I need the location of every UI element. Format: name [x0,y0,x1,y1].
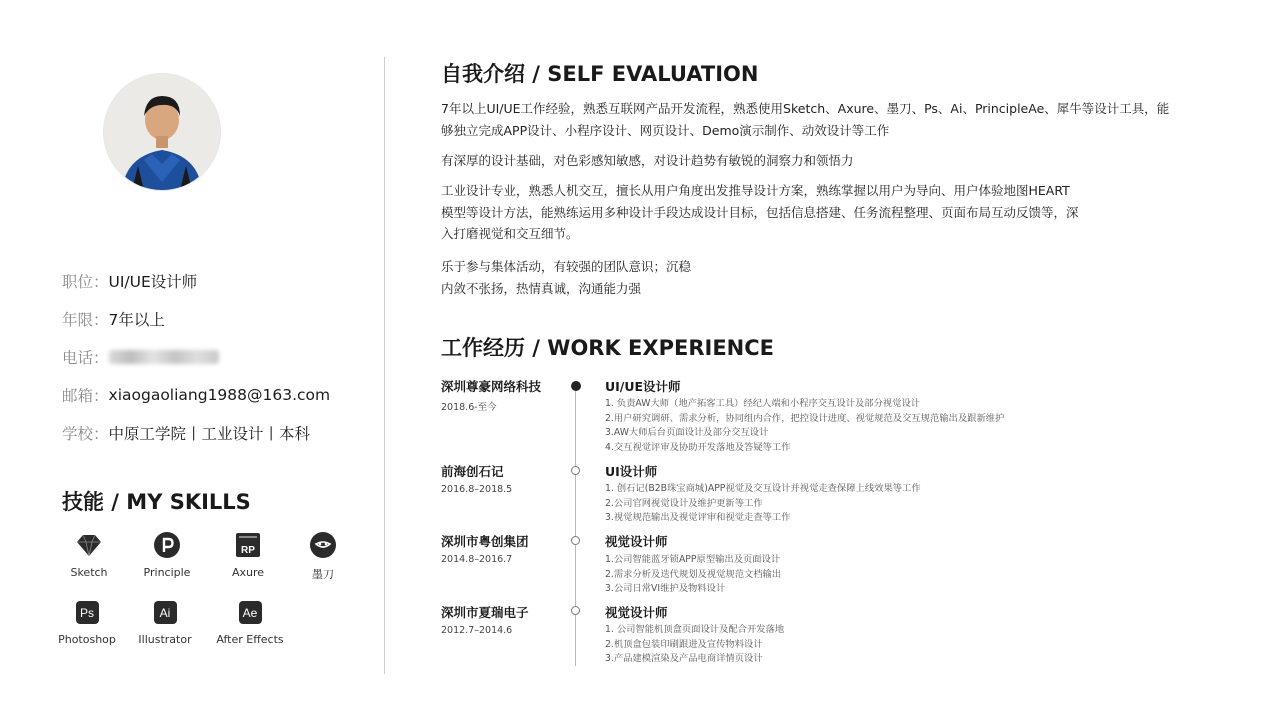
company-name: 深圳尊豪网络科技 [441,379,542,394]
skill-principle [132,531,202,579]
duty-item: 3.视觉规范输出及视觉评审和视觉走查等工作 [605,512,791,524]
position-row [62,270,197,292]
timeline-dot [571,536,580,545]
photoshop-icon: Ps [76,601,99,624]
years-row [62,308,165,330]
school-label: 学校： [62,425,109,443]
job-role: UI设计师 [605,464,658,479]
email-label: 邮箱： [62,387,109,405]
duty-item: 2.公司官网视觉设计及维护更新等工作 [605,497,763,509]
duty-item: 4.交互视觉评审及协助开发落地及答疑等工作 [605,442,791,454]
skill-label: Sketch [70,566,108,579]
skill-photoshop [52,599,122,646]
skill-sketch [54,531,124,579]
employment-period: 2014.8–2016.7 [441,554,513,565]
skill-illustrator [130,599,200,646]
after-effects-icon: Ae [239,601,262,624]
job-duties [605,397,1004,456]
skill-after-effects [215,599,285,646]
company-name: 深圳市粤创集团 [441,534,529,549]
duty-item: 1. 负责AW大师（地产拓客工具）经纪人端和小程序交互设计及部分视觉设计 [605,398,921,409]
skill-label: Illustrator [138,633,192,646]
email-value: xiaogaoliang1988@163.com [108,386,331,404]
job-duties [605,623,784,667]
duty-item: 3.产品建模渲染及产品电商详情页设计 [605,653,763,665]
principle-icon [153,531,181,559]
employment-period: 2018.6-至今 [441,402,497,413]
years-value: 7年以上 [108,311,165,329]
skill-label: Principle [143,566,191,579]
avatar-photo [104,74,220,190]
axure-icon [234,531,262,559]
timeline-line [575,385,576,666]
duty-item: 2.需求分析及迭代规划及视觉规范文档输出 [605,568,782,580]
svg-text:RP: RP [241,545,255,556]
skill-label: Photoshop [58,633,116,646]
employment-period: 2012.7–2014.6 [441,625,513,636]
phone-row [62,346,219,368]
duty-item: 2.用户研究调研、需求分析，协同组内合作，把控设计进度、视觉规范及交互规范输出及跟新维护 [605,412,1005,424]
duty-item: 3.公司日常VI维护及物料设计 [605,583,726,595]
company-name: 前海创石记 [441,464,504,479]
sketch-icon [75,531,103,559]
column-divider [384,57,385,674]
company-name: 深圳市夏瑞电子 [441,605,529,620]
job-role: 视觉设计师 [605,605,668,620]
email-row [62,384,330,406]
skill-modao [288,531,358,582]
self-evaluation-title: 自我介绍 / SELF EVALUATION [441,62,759,86]
self-eval-paragraph-3: 工业设计专业，熟悉人机交互，擅长从用户角度出发推导设计方案，熟练掌握以用户为导向、用户体验地图HEART模型等设计方法，能熟练运用多种设计手段达成设计目标，包括信息搭建、任务流程整理、页面布局互动反馈等，深入打磨视觉和交互细节。 [441,183,1079,241]
illustrator-icon: Ai [154,601,177,624]
skill-axure [213,531,283,579]
self-eval-paragraph-4: 乐于参与集体活动，有较强的团队意识；沉稳内敛不张扬，热情真诚，沟通能力强 [441,259,692,296]
job-duties [605,553,781,597]
school-row [62,422,310,444]
duty-item: 1.公司智能蓝牙锁APP原型输出及页面设计 [605,554,781,565]
phone-label: 电话： [62,349,109,367]
modao-icon [309,531,337,559]
job-duties [605,482,921,526]
self-eval-paragraph-1: 7年以上UI/UE工作经验，熟悉互联网产品开发流程，熟悉使用Sketch、Axure、墨刀、Ps、Ai、PrincipleAe、犀牛等设计工具，能够独立完成APP设计、小程序设计、网页设计、Demo演示制作、动效设计等工作 [441,101,1170,138]
duty-item: 1. 公司智能机顶盒页面设计及配合开发落地 [605,624,785,635]
timeline-dot [571,606,580,615]
position-label: 职位： [62,273,109,291]
duty-item: 1. 创石记(B2B珠宝商城)APP视觉及交互设计并视觉走查保障上线效果等工作 [605,483,921,494]
duty-item: 3.AW大师后台页面设计及部分交互设计 [605,427,769,439]
timeline-dot-current [571,381,581,391]
skills-title: 技能 / MY SKILLS [62,490,251,514]
phone-value-redacted [109,350,219,364]
timeline-dot [571,466,580,475]
profile-column [0,0,384,720]
avatar [104,74,220,190]
skill-label: After Effects [216,633,284,646]
employment-period: 2016.8–2018.5 [441,484,513,495]
years-label: 年限： [62,311,109,329]
duty-item: 2.机顶盒包装印刷跟进及宣传物料设计 [605,638,763,650]
school-value: 中原工学院丨工业设计丨本科 [108,425,311,443]
work-experience-title: 工作经历 / WORK EXPERIENCE [441,336,774,360]
skill-label: Axure [231,566,265,579]
job-role: UI/UE设计师 [605,379,681,394]
position-value: UI/UE设计师 [108,273,198,291]
skill-label: 墨刀 [312,568,334,581]
job-role: 视觉设计师 [605,534,668,549]
self-eval-paragraph-2: 有深厚的设计基础，对色彩感知敏感，对设计趋势有敏锐的洞察力和领悟力 [441,153,854,168]
